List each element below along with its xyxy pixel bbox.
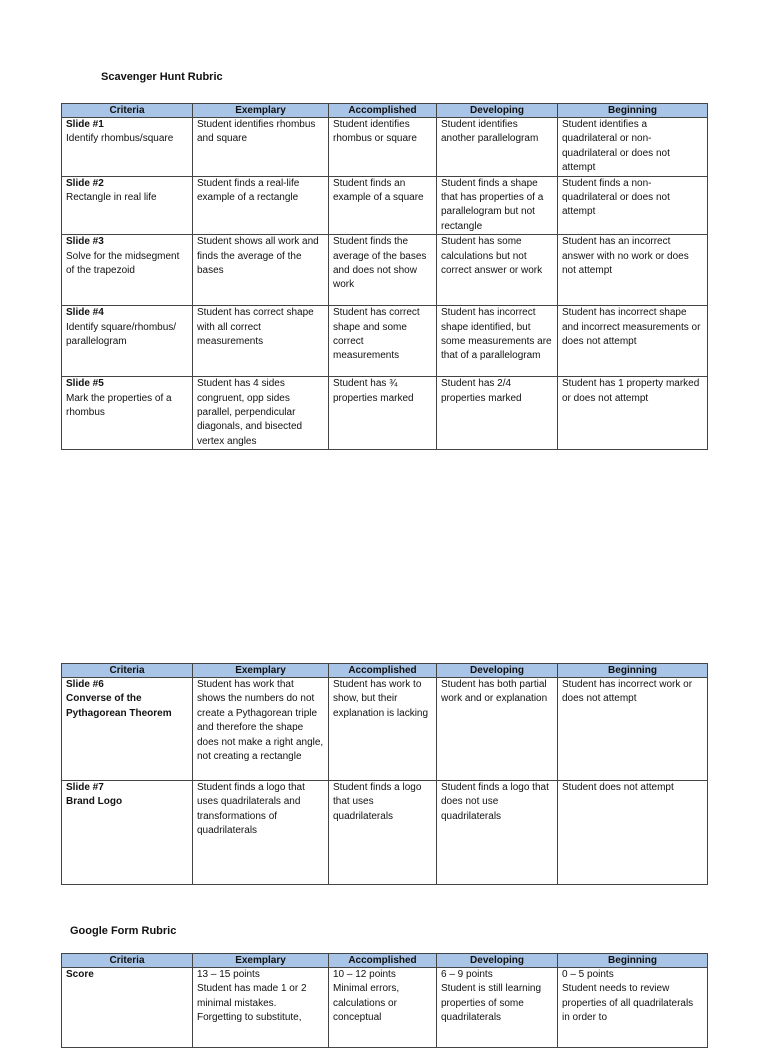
criteria-cell: [62, 118, 193, 177]
scavenger-rubric-table: [61, 103, 708, 450]
exemplary-cell: 13 – 15 points Student has made 1 or 2 minimal mistakes. Forgetting to substitute,: [193, 968, 329, 1048]
google-form-rubric-body: [62, 968, 708, 1048]
developing-cell: 6 – 9 points Student is still learning properties of some quadrilaterals: [437, 968, 558, 1048]
accomplished-cell: 10 – 12 points Minimal errors, calculations or conceptual: [329, 968, 437, 1048]
exemplary-cell: Student finds a logo that uses quadrilaterals and transformations of quadrilaterals: [193, 781, 329, 885]
criteria-description: Rectangle in real life: [66, 192, 157, 204]
table-header-row: [62, 954, 708, 968]
slide-label: Slide #1: [66, 119, 104, 130]
header-developing: Developing: [437, 664, 558, 678]
accomplished-cell: Student has ¾ properties marked: [329, 377, 437, 450]
exemplary-cell: Student has 4 sides congruent, opp sides parallel, perpendicular diagonals, and bisected vertex angles: [193, 377, 329, 450]
developing-cell: Student has incorrect shape identified, but some measurements are that of a parallelogram: [437, 306, 558, 377]
beginning-cell: Student finds a non-quadrilateral or does not attempt: [558, 176, 708, 235]
header-criteria: Criteria: [62, 954, 193, 968]
slide-label: Slide #7: [66, 782, 104, 793]
table-row: [62, 176, 708, 235]
developing-cell: Student has 2/4 properties marked: [437, 377, 558, 450]
beginning-cell: Student has 1 property marked or does not attempt: [558, 377, 708, 450]
beginning-cell: Student has incorrect work or does not attempt: [558, 678, 708, 781]
exemplary-cell: Student shows all work and finds the average of the bases: [193, 235, 329, 306]
table-row: [62, 678, 708, 781]
header-beginning: Beginning: [558, 664, 708, 678]
criteria-description: Converse of the Pythagorean Theorem: [66, 693, 172, 719]
accomplished-cell: Student identifies rhombus or square: [329, 118, 437, 177]
table-row: [62, 306, 708, 377]
header-beginning: Beginning: [558, 954, 708, 968]
exemplary-cell: Student identifies rhombus and square: [193, 118, 329, 177]
exemplary-cell: Student has work that shows the numbers do not create a Pythagorean triple and therefore the shape does not make a right angle, not creating a rectangle: [193, 678, 329, 781]
google-form-rubric-table: [61, 953, 708, 1048]
criteria-description: Mark the properties of a rhombus: [66, 392, 172, 419]
accomplished-cell: Student has work to show, but their explanation is lacking: [329, 678, 437, 781]
developing-cell: Student identifies another parallelogram: [437, 118, 558, 177]
scavenger-rubric-body: [62, 118, 708, 450]
google-form-rubric-title: Google Form Rubric: [70, 925, 177, 937]
table-row: [62, 118, 708, 177]
header-accomplished: Accomplished: [329, 954, 437, 968]
criteria-cell: [62, 377, 193, 450]
scavenger-rubric-title: Scavenger Hunt Rubric: [101, 71, 223, 83]
slide-label: Slide #2: [66, 177, 104, 189]
slide-label: Slide #6: [66, 679, 104, 690]
beginning-cell: Student has incorrect shape and incorrect measurements or does not attempt: [558, 306, 708, 377]
criteria-cell: [62, 678, 193, 781]
beginning-cell: Student does not attempt: [558, 781, 708, 885]
slide-label: Slide #3: [66, 236, 104, 248]
accomplished-cell: Student finds a logo that uses quadrilaterals: [329, 781, 437, 885]
beginning-cell: Student identifies a quadrilateral or non-quadrilateral or does not attempt: [558, 118, 708, 177]
criteria-cell: [62, 235, 193, 306]
beginning-cell: Student has an incorrect answer with no work or does not attempt: [558, 235, 708, 306]
criteria-cell: [62, 781, 193, 885]
criteria-description: Identify rhombus/square: [66, 133, 174, 145]
beginning-cell: 0 – 5 points Student needs to review properties of all quadrilaterals in order to: [558, 968, 708, 1048]
criteria-cell: [62, 176, 193, 235]
header-beginning: Beginning: [558, 104, 708, 118]
criteria-description: Identify square/rhombus/ parallelogram: [66, 321, 177, 348]
header-criteria: Criteria: [62, 664, 193, 678]
criteria-cell: [62, 968, 193, 1048]
developing-cell: Student has some calculations but not correct answer or work: [437, 235, 558, 306]
developing-cell: Student finds a logo that does not use quadrilaterals: [437, 781, 558, 885]
table-header-row: [62, 664, 708, 678]
table-row: [62, 781, 708, 885]
header-developing: Developing: [437, 104, 558, 118]
header-accomplished: Accomplished: [329, 664, 437, 678]
header-exemplary: Exemplary: [193, 954, 329, 968]
scavenger-rubric-table-continued: [61, 663, 708, 885]
accomplished-cell: Student finds an example of a square: [329, 176, 437, 235]
table-row: [62, 235, 708, 306]
exemplary-cell: Student has correct shape with all correct measurements: [193, 306, 329, 377]
header-exemplary: Exemplary: [193, 104, 329, 118]
accomplished-cell: Student has correct shape and some correct measurements: [329, 306, 437, 377]
table-row: [62, 968, 708, 1048]
header-criteria: Criteria: [62, 104, 193, 118]
criteria-description: Solve for the midsegment of the trapezoid: [66, 250, 180, 277]
header-exemplary: Exemplary: [193, 664, 329, 678]
table-row: [62, 377, 708, 450]
table-header-row: [62, 104, 708, 118]
slide-label: Score: [66, 969, 94, 980]
accomplished-cell: Student finds the average of the bases and does not show work: [329, 235, 437, 306]
criteria-cell: [62, 306, 193, 377]
header-developing: Developing: [437, 954, 558, 968]
scavenger-rubric-body-continued: [62, 678, 708, 885]
developing-cell: Student has both partial work and or explanation: [437, 678, 558, 781]
exemplary-cell: Student finds a real-life example of a rectangle: [193, 176, 329, 235]
developing-cell: Student finds a shape that has properties of a parallelogram but not rectangle: [437, 176, 558, 235]
slide-label: Slide #5: [66, 378, 104, 390]
criteria-description: Brand Logo: [66, 796, 123, 808]
slide-label: Slide #4: [66, 307, 104, 319]
header-accomplished: Accomplished: [329, 104, 437, 118]
